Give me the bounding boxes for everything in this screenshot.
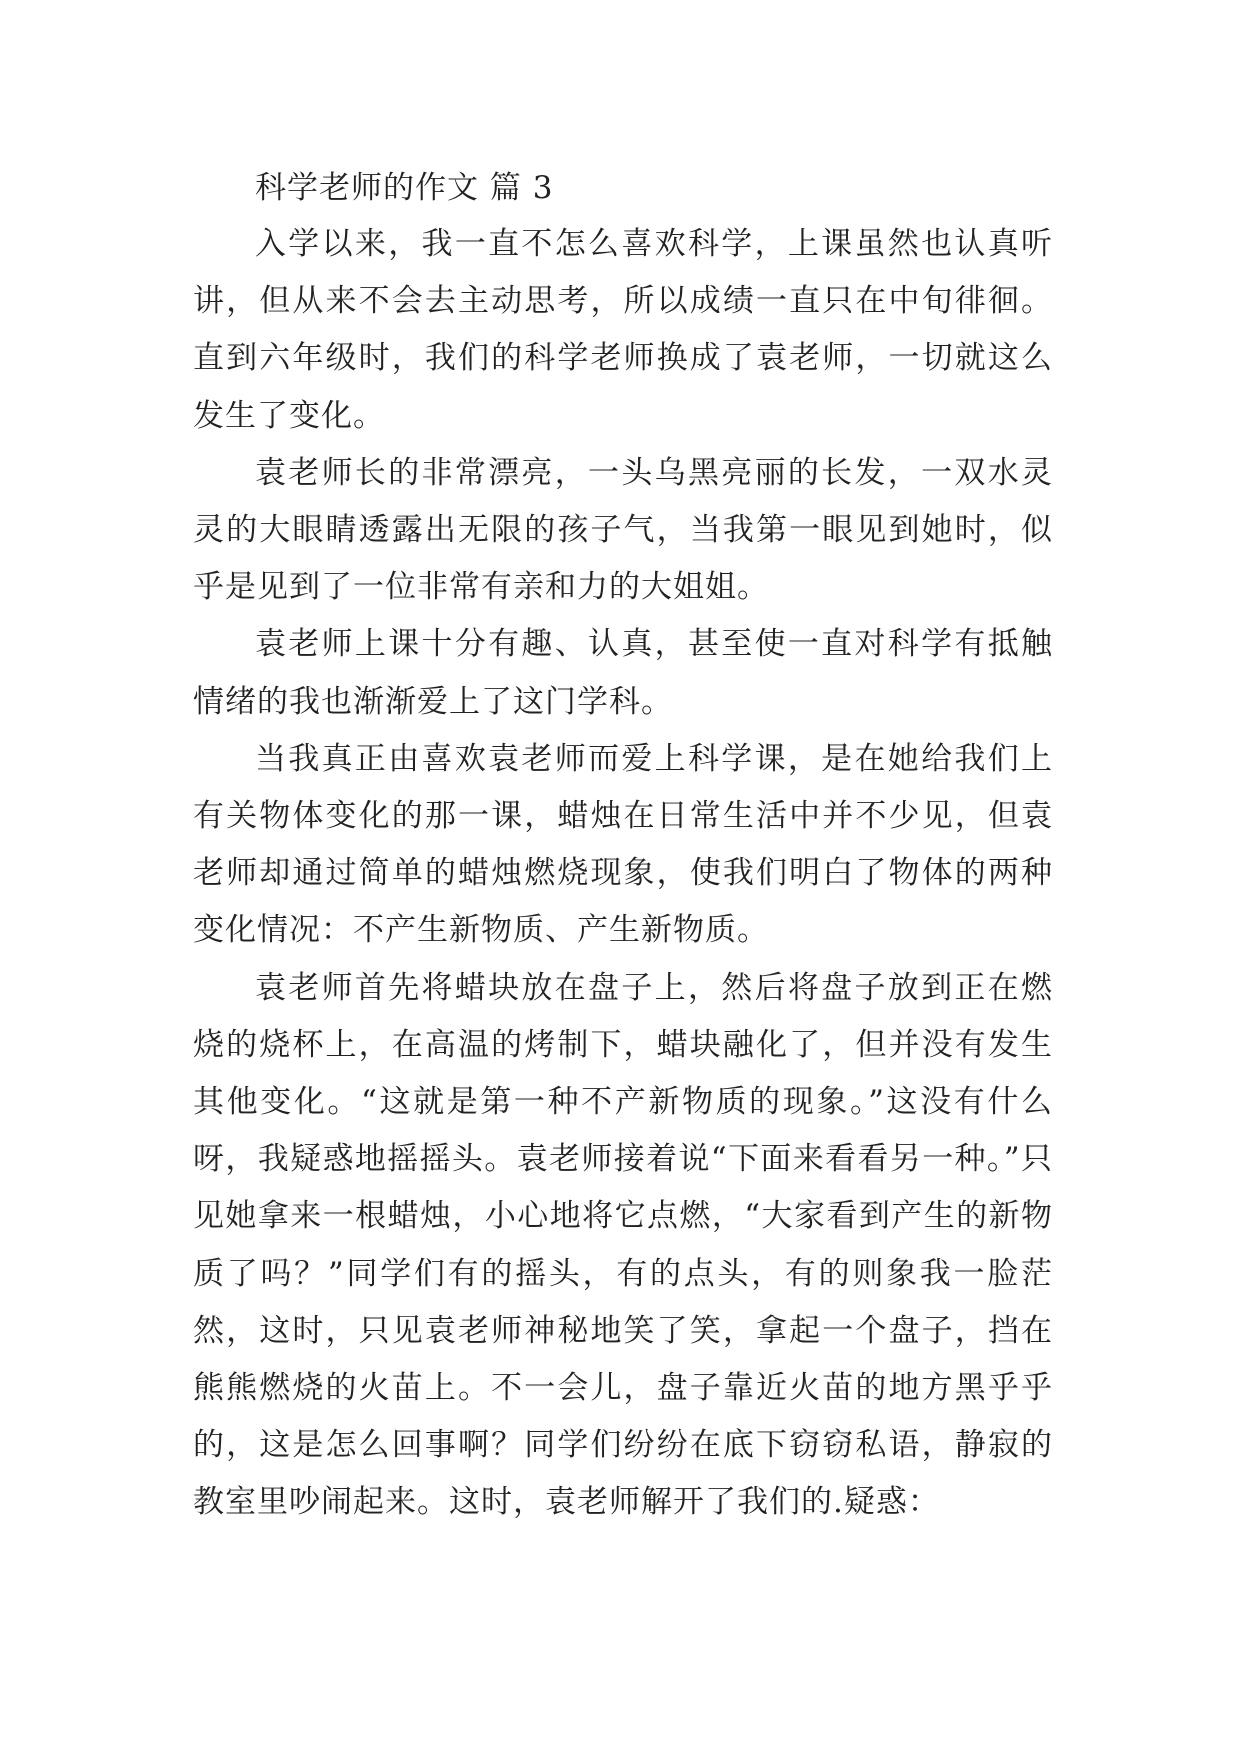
paragraph-5: 袁老师首先将蜡块放在盘子上，然后将盘子放到正在燃烧的烧杯上，在高温的烤制下，蜡块融化了，但并没有发生其他变化。“这就是第一种不产新物质的现象。”这没有什么呀，我疑惑地摇摇头。袁老师接着说“下面来看看另一种。”只见她拿来一根蜡烛，小心地将它点燃，“大家看到产生的新物质了吗？”同学们有的摇头，有的点头，有的则象我一脸茫然，这时，只见袁老师神秘地笑了笑，拿起一个盘子，挡在熊熊燃烧的火苗上。不一会儿，盘子靠近火苗的地方黑乎乎的，这是怎么回事啊？同学们纷纷在底下窃窃私语，静寂的教室里吵闹起来。这时，袁老师解开了我们的.疑惑： (193, 969, 1053, 1521)
paragraph-3: 袁老师上课十分有趣、认真，甚至使一直对科学有抵触情绪的我也渐渐爱上了这门学科。 (193, 626, 1053, 720)
paragraph-1: 入学以来，我一直不怎么喜欢科学，上课虽然也认真听讲，但从来不会去主动思考，所以成绩一直只在中旬徘徊。直到六年级时，我们的科学老师换成了袁老师，一切就这么发生了变化。 (193, 226, 1053, 434)
essay-body (193, 160, 1053, 1532)
essay-title: 科学老师的作文 篇 3 (255, 170, 554, 206)
paragraph-2: 袁老师长的非常漂亮，一头乌黑亮丽的长发，一双水灵灵的大眼睛透露出无限的孩子气，当我第一眼见到她时，似乎是见到了一位非常有亲和力的大姐姐。 (193, 454, 1053, 606)
paragraph-4: 当我真正由喜欢袁老师而爱上科学课，是在她给我们上有关物体变化的那一课，蜡烛在日常生活中并不少见，但袁老师却通过简单的蜡烛燃烧现象，使我们明白了物体的两种变化情况：不产生新物质、产生新物质。 (193, 740, 1053, 949)
